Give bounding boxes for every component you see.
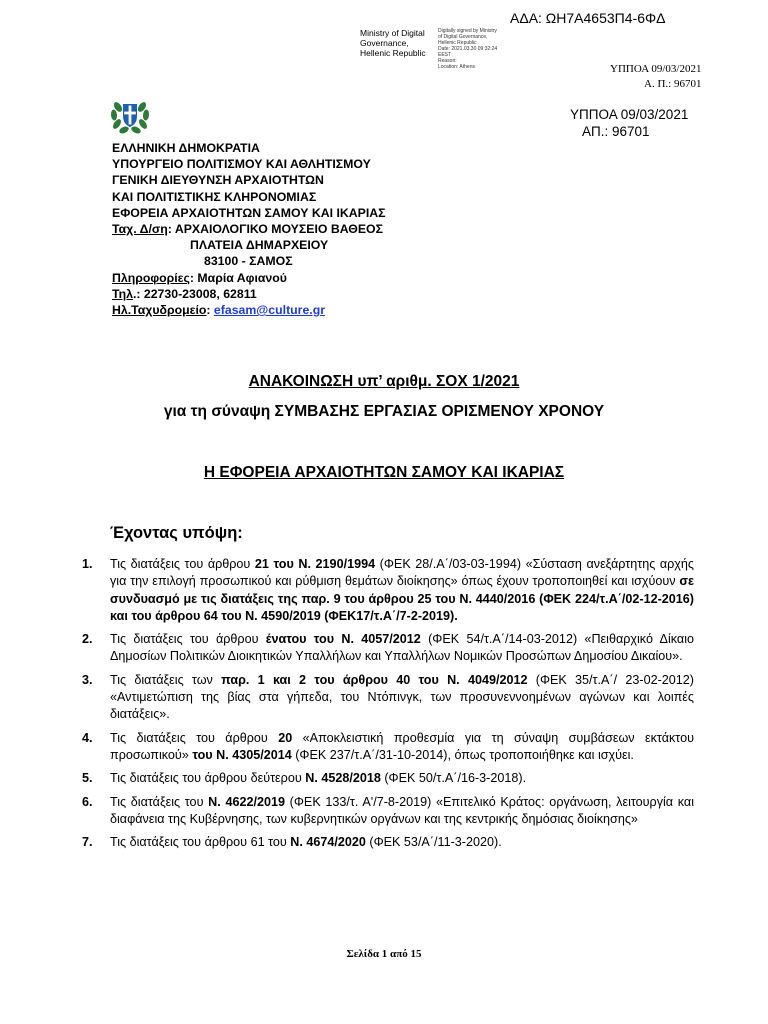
item-text: (ΦΕΚ 35/τ.Α΄/ 23-02-2012) «Αντιμετώπιση της βίας στα γήπεδα, του Ντόπινγκ, των προσυνεννοημένων αγώνων και λοιπές διατάξεις». xyxy=(110,672,694,722)
signature-org-line: Ministry of Digital xyxy=(360,28,425,38)
sender-line-republic: ΕΛΛΗΝΙΚΗ ΔΗΜΟΚΡΑΤΙΑ xyxy=(112,141,260,155)
item-number: 5. xyxy=(82,771,93,786)
protocol-date: ΥΠΠΟΑ 09/03/2021 xyxy=(570,107,689,122)
sender-phone xyxy=(112,286,386,302)
sender-email xyxy=(112,302,386,318)
item-text: Τις διατάξεις του άρθρου xyxy=(110,632,266,647)
item-number: 4. xyxy=(82,730,93,745)
signature-info-line: Digitally signed by Ministry xyxy=(438,28,497,34)
signature-info-line: Reason: xyxy=(438,58,457,64)
list-item xyxy=(82,834,694,851)
protocol-stamp-small xyxy=(610,62,701,92)
sender-line-directorate: ΓΕΝΙΚΗ ΔΙΕΥΘΥΝΣΗ ΑΡΧΑΙΟΤΗΤΩΝ xyxy=(112,173,324,188)
item-text: Τις διατάξεις του άρθρου xyxy=(110,730,279,745)
item-text: Τις διατάξεις του άρθρου 61 του xyxy=(110,835,291,850)
sender-line-heritage: ΚΑΙ ΠΟΛΙΤΙΣΤΙΚΗΣ ΚΛΗΡΟΝΟΜΙΑΣ xyxy=(112,189,317,204)
ada-code: ΑΔΑ: ΩΗ7Α4653Π4-6ΦΔ xyxy=(510,10,666,26)
signature-info-line: of Digital Governance, xyxy=(438,34,488,40)
protocol-stamp xyxy=(570,106,688,140)
protocol-small-number: Α. Π.: 96701 xyxy=(644,78,702,90)
item-text-bold: ένατου του Ν. 4057/2012 xyxy=(265,632,421,647)
info-value: : Μαρία Αφιανού xyxy=(189,270,287,285)
sender-block xyxy=(112,140,386,318)
item-number: 6. xyxy=(82,794,93,809)
item-text-bold: 21 του Ν. 2190/1994 xyxy=(254,557,376,571)
address-label: Ταχ. Δ/ση xyxy=(112,222,168,237)
email-label: Ηλ.Ταχυδρομείο xyxy=(112,303,207,318)
item-text: (ΦΕΚ 28/.Α΄/03-03-1994) «Σύσταση ανεξάρτητης αρχής για την επιλογή προσωπικού και ρύθμιση θεμάτων διοίκησης» όπως έχουν τροποποιηθεί και ισχύουν xyxy=(110,557,694,589)
list-item xyxy=(82,556,694,625)
item-text: (ΦΕΚ 50/τ.Α΄/16-3-2018). xyxy=(380,771,527,786)
protocol-number: ΑΠ.: 96701 xyxy=(582,124,650,139)
sender-info xyxy=(112,270,386,286)
digital-signature-details xyxy=(438,28,497,70)
email-separator: : xyxy=(206,303,214,318)
issuing-authority-heading xyxy=(0,464,768,482)
sender-line-ephorate: ΕΦΟΡΕΙΑ ΑΡΧΑΙΟΤΗΤΩΝ ΣΑΜΟΥ ΚΑΙ ΙΚΑΡΙΑΣ xyxy=(112,205,386,220)
signature-info-line: Location: Athens xyxy=(438,64,475,70)
item-number: 2. xyxy=(82,632,93,647)
item-text-bold: του Ν. 4305/2014 xyxy=(192,747,292,762)
info-label: Πληροφορίες xyxy=(112,270,190,285)
considering-heading: Έχοντας υπόψη: xyxy=(110,524,243,542)
email-link[interactable]: efasam@culture.gr xyxy=(213,303,326,318)
item-text-bold: σε συνδυασμό με τις διατάξεις της παρ. 9 του άρθρου 25 του Ν. 4440/2016 (ΦΕΚ 224/τ.Α΄/02-12-2016) και του άρθρου 64 του Ν. 4590/2019 (ΦΕΚ17/τ.Α΄/7-2-2019). xyxy=(110,574,694,623)
sender-line-ministry: ΥΠΟΥΡΓΕΙΟ ΠΟΛΙΤΙΣΜΟΥ ΚΑΙ ΑΘΛΗΤΙΣΜΟΥ xyxy=(112,157,371,172)
item-text: Τις διατάξεις του άρθρου xyxy=(110,557,255,571)
address-line-3: 83100 - ΣΑΜΟΣ xyxy=(204,254,293,269)
signature-org-line: Hellenic Republic xyxy=(360,48,426,58)
signature-info-line: Date: 2021.03.30 09:32:24 xyxy=(438,46,498,52)
sender-address xyxy=(112,221,386,237)
item-text-bold: Ν. 4674/2020 xyxy=(290,835,366,850)
signature-org-line: Governance, xyxy=(360,38,409,48)
list-item xyxy=(82,631,694,666)
list-item xyxy=(82,794,694,829)
hellenic-republic-emblem-icon xyxy=(108,93,152,137)
address-line-1: : ΑΡΧΑΙΟΛΟΓΙΚΟ ΜΟΥΣΕΙΟ ΒΑΘΕΟΣ xyxy=(167,222,383,237)
item-text-bold: Ν. 4622/2019 xyxy=(208,794,285,809)
announcement-title xyxy=(0,373,768,391)
phone-label: Τηλ xyxy=(112,286,133,301)
protocol-small-date: ΥΠΠΟΑ 09/03/2021 xyxy=(610,63,702,75)
item-text-bold: Ν. 4528/2018 xyxy=(305,771,381,786)
list-item xyxy=(82,672,694,724)
announcement-title-text: ΑΝΑΚΟΙΝΩΣΗ υπ’ αριθμ. ΣΟΧ 1/2021 xyxy=(248,373,520,390)
item-number: 7. xyxy=(82,835,93,850)
item-text: (ΦΕΚ 237/τ.Α΄/31-10-2014), όπως τροποποιήθηκε και ισχύει. xyxy=(291,747,634,762)
announcement-subtitle: για τη σύναψη ΣΥΜΒΑΣΗΣ ΕΡΓΑΣΙΑΣ ΟΡΙΣΜΕΝΟΥ ΧΡΟΝΟΥ xyxy=(163,403,605,420)
legal-basis-list xyxy=(82,556,694,857)
item-text: (ΦΕΚ 133/τ. Α'/7-8-2019) «Επιτελικό Κράτος: οργάνωση, λειτουργία και διαφάνεια της Κυβέρνησης, των κυβερνητικών οργάνων και της κεντρικής δημόσιας διοίκησης» xyxy=(110,794,695,826)
phone-value: .: 22730-23008, 62811 xyxy=(132,286,257,301)
item-text: Τις διατάξεις του άρθρου δεύτερου xyxy=(110,771,306,786)
list-item xyxy=(82,770,694,787)
page-footer: Σελίδα 1 από 15 xyxy=(346,948,422,960)
digital-signature-organization xyxy=(360,28,426,58)
item-text: (ΦΕΚ 53/Α΄/11-3-2020). xyxy=(365,835,502,850)
issuing-authority-text: Η ΕΦΟΡΕΙΑ ΑΡΧΑΙΟΤΗΤΩΝ ΣΑΜΟΥ ΚΑΙ ΙΚΑΡΙΑΣ xyxy=(203,464,565,481)
item-number: 1. xyxy=(82,557,93,571)
signature-info-line: Hellenic Republic xyxy=(438,40,477,46)
item-text: Τις διατάξεις των xyxy=(110,672,222,687)
item-text: (ΦΕΚ 54/τ.Α΄/14-03-2012) «Πειθαρχικό Δίκαιο Δημοσίων Πολιτικών Διοικητικών Υπαλλήλων και Υπαλλήλων Νομικών Προσώπων Δημοσίου Δικαίου». xyxy=(110,632,694,664)
item-text-bold: 20 xyxy=(278,730,293,745)
item-text-bold: παρ. 1 και 2 του άρθρου 40 του Ν. 4049/2012 xyxy=(221,672,528,687)
list-item xyxy=(82,730,694,765)
item-text: Τις διατάξεις του xyxy=(110,794,209,809)
signature-info-line: EEST xyxy=(438,52,452,58)
item-text: «Αποκλειστική προθεσμία για τη σύναψη συμβάσεων εκτάκτου προσωπικού» xyxy=(110,730,694,762)
address-line-2: ΠΛΑΤΕΙΑ ΔΗΜΑΡΧΕΙΟΥ xyxy=(190,238,329,253)
item-number: 3. xyxy=(82,672,93,687)
